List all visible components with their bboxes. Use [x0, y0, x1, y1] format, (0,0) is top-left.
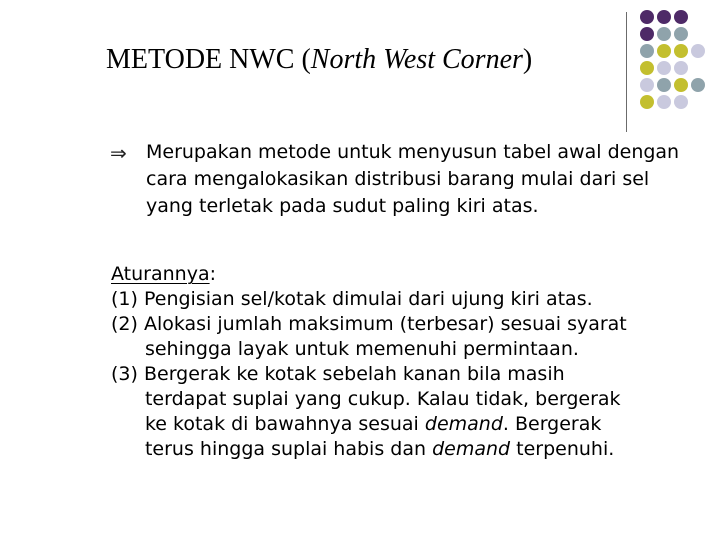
rules-list: [111, 262, 706, 462]
decorative-dot: [640, 95, 654, 109]
decorative-dot: [657, 61, 671, 75]
decorative-dot: [674, 78, 688, 92]
decorative-dot: [657, 95, 671, 109]
decorative-dot: [640, 27, 654, 41]
decorative-dot: [657, 78, 671, 92]
decorative-dot: [674, 27, 688, 41]
rules-heading: Aturannya:: [111, 263, 216, 285]
rule-number: (1): [111, 288, 138, 310]
decorative-dot: [674, 61, 688, 75]
decorative-dot: [640, 44, 654, 58]
decorative-dot: [657, 10, 671, 24]
rule-text-continued: ke kotak di bawahnya sesuai demand. Bergerak: [144, 413, 602, 435]
decorative-dot: [657, 44, 671, 58]
decorative-dot: [674, 10, 688, 24]
decorative-dot: [640, 10, 654, 24]
rule-text-continued: terus hingga suplai habis dan demand terpenuhi.: [144, 438, 615, 460]
decorative-dot: [691, 44, 705, 58]
rule-number: (2): [111, 313, 138, 335]
decorative-dot: [640, 78, 654, 92]
rule-number: (3): [111, 363, 138, 385]
decorative-divider: [626, 12, 627, 132]
rule-item: [111, 362, 706, 462]
decorative-dot: [640, 61, 654, 75]
emphasis-demand: demand: [432, 438, 511, 460]
rule-text-continued: sehingga layak untuk memenuhi permintaan.: [144, 338, 579, 360]
title-italic: North West Corner: [310, 44, 523, 75]
slide-title: METODE NWC (North West Corner): [106, 44, 533, 75]
description-text: Merupakan metode untuk menyusun tabel awal dengan cara mengalokasikan distribusi barang mulai dari sel yang terletak pada sudut paling kiri atas.: [146, 141, 680, 217]
decorative-dot: [674, 44, 688, 58]
rule-item: [111, 287, 706, 312]
rule-text-continued: terdapat suplai yang cukup. Kalau tidak, bergerak: [144, 388, 621, 410]
decorative-dot: [674, 95, 688, 109]
rule-text: Bergerak ke kotak sebelah kanan bila masih: [143, 363, 565, 385]
rule-text: Pengisian sel/kotak dimulai dari ujung kiri atas.: [143, 288, 593, 310]
rule-text: Alokasi jumlah maksimum (terbesar) sesuai syarat: [143, 313, 627, 335]
emphasis-demand: demand: [424, 413, 503, 435]
rule-item: [111, 312, 706, 362]
decorative-dot: [657, 27, 671, 41]
decorative-dot: [691, 78, 705, 92]
implies-arrow-icon: ⇒: [110, 141, 127, 165]
